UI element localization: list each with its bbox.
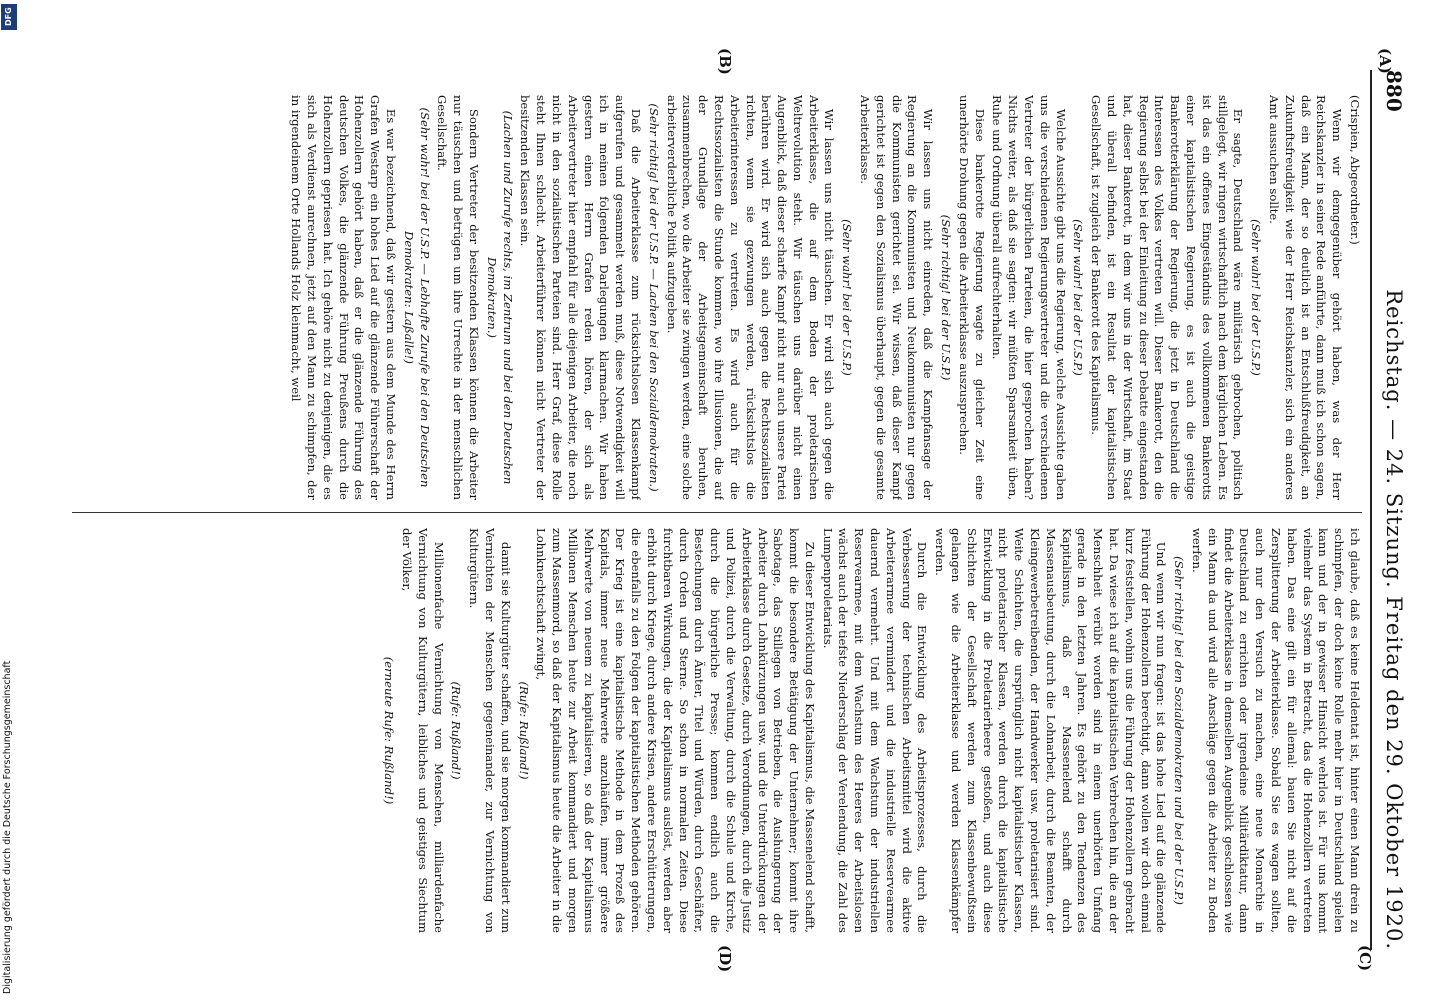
- paragraph: Wir lassen uns nicht täuschen. Er wird sich auch gegen die Arbeiterklasse, die auf dem Boden der proletarischen Weltrevolution steht. Wir täuschen uns darüber nicht einen Augenblick, daß dieser scharfe Kampf nicht nur auch unsere Partei berühren wird. Er wird sich auch gegen die Rechtssozialisten richten, wenn sie gezwungen werden, rücksichtslos die Arbeiterinteressen zu vertreten. Es wird auch für die Rechtssozialisten die Stunde kommen, wo ihre Illusionen, die auf der Grundlage der Arbeitsgemeinschaft beruhen, zusammenbrechen, wo die Arbeiter sie zwingen werden, eine solche arbeiterverderbliche Politik aufzugeben.: [664, 95, 837, 500]
- interjection: (Sehr richtig! bei der U.S.P.): [939, 214, 954, 381]
- interjection: (Sehr wahr! bei der U.S.P.): [840, 219, 855, 376]
- paragraph: Welche Aussichte gibt uns die Regierung, welche Aussichte gaben uns die verschiedenen Regierungsvertreter und die verschiedenen Vertreter der bürgerlichen Parteien, die hier gesprochen haben? Nichts weiter, als daß sie sagten: wir müßten Sparsamkeit üben, Ruhe und Ordnung überall aufrechterhalten.: [990, 95, 1068, 500]
- paragraph: Millionenfache Vernichtung von Menschen, milliardenfache Vernichtung von Kulturgütern, leibliches und geistiges Siechtum der Völker,: [399, 528, 446, 933]
- margin-marker-b: (B): [716, 48, 734, 75]
- paragraph: Und wenn wir nun fragen: ist das hohe Lied auf die glänzende Führung der Hohenzollern berechtigt, dann wollen wir doch einmal kurz feststellen, wohin uns die Führung der Hohenzollern gebracht hat. Da wiese ich auf die kapitalistischen Verbrechen hin, die an der Menschheit verübt worden sind in einem unerhörten Umfang gerade in den letzten Jahren. Es gehört zu den Tendenzen des Kapitalismus, daß er Massenelend schafft durch Massenausbeutung, durch die Lohnarbeit, durch die Beamten, der Kleingewerbetreibenden, der Handwerker usw. proletarisiert sind. Weite Schichten, die ursprünglich nicht kapitalistischer Klassen, nicht proletarischer Klassen, werden durch die kapitalistische Entwicklung in die Proletarierheere gestoßen, und auch diese Schichten der Gesellschaft werden zum Klassenbewußtsein gelangen wie die Arbeiterklasse und werden Klassenkämpfer werden.: [933, 528, 1169, 933]
- paragraph: Er sagte, Deutschland wäre militärisch gebrochen, politisch stillgelegt, wir ringen wirtschaftlich nach dem kärglichen Leben. Es ist das ein offenes Eingeständnis des vollkommenen Bankerotts einer kapitalistischen Regierung, es ist auch die geistige Bankerotterklärung der Regierung, die jetzt in Deutschland die Interessen des Volkes vertreten will. Dieser Bankerott, den die Regierung selbst bei der Einleitung zu dieser Debatte eingestanden hat, dieser Bankerott, in dem wir uns in der Wirtschaft, im Staat und überall befinden, ist ein Resultat der kapitalistischen Gesellschaft, ist zugleich der Bankerott des Kapitalismus.: [1089, 95, 1246, 500]
- right-column: [72, 528, 1362, 933]
- interjection: (erneute Rufe: Rußland!): [382, 656, 397, 805]
- interjection: (Sehr wahr! bei der U.S.P.): [1249, 219, 1264, 376]
- interjection: (Sehr wahr! bei der U.S.P.): [1071, 219, 1086, 376]
- interjection: (Sehr richtig! bei der U.S.P. — Lachen bei den Sozialdemokraten.): [646, 103, 661, 492]
- left-column: [72, 95, 1362, 500]
- paragraph: Wenn wir demgegenüber gehört haben, was der Herr Reichskanzler in seiner Rede anführte, dann muß ich schon sagen, daß ein Mann, der so deutlich ist an Entschlußfreudigkeit, an Zukunftsfreudigkeit wie der Herr Reichskanzler, sich ein anderes Amt aussuchen sollte.: [1267, 95, 1345, 500]
- interjection: (Sehr wahr! bei der U.S.P. — Lebhafte Zurufe bei den Deutschen Demokraten: Laßalle!): [401, 107, 432, 488]
- margin-marker-a: (A): [1376, 48, 1394, 74]
- page-number: 880: [1382, 70, 1406, 112]
- paragraph: Diese bankerotte Regierung wagte zu gleicher Zeit eine unerhörte Drohung gegen die Arbeiterklasse auszusprechen.: [956, 95, 987, 500]
- paragraph: Es war bezeichnend, daß wir gestern aus dem Munde des Herrn Grafen Westarp ein hohes Lied auf die glänzende Führerschaft der Hohenzollern gehört haben, daß er die glänzende Führung des deutschen Volkes, die glänzende Führung Preußens durch die Hohenzollern gepriesen hat. Ich gehöre nicht zu denjenigen, die es sich als Verdienst anrechnen, jetzt auf den Mann zu schimpfen, der in irgendeinem Orte Hollands Holz kleinmacht, weil: [289, 95, 398, 500]
- interjection: (Rufe: Rußland!): [516, 681, 531, 780]
- paragraph: Durch die Entwicklung des Arbeitsprozesses, durch die Verbesserung der technischen Arbeitsmittel wird die aktive Arbeiterarmee vermindert und die industrielle Reservearmee dauernd vermehrt. Und mit dem Wachstum der industriellen Reservearmee, mit dem Wachstum des Heeres der Arbeitslosen wächst auch der tiefste Niederschlag der Verelendung, die Zahl des Lumpenproletariats.: [820, 528, 930, 933]
- paragraph: Sondern Vertreter der besitzenden Klassen können die Arbeiter nur täuschen und betrügen um ihre Urrechte in der menschlichen Gesellschaft.: [435, 95, 481, 500]
- interjection: (Lachen und Zurufe rechts, im Zentrum und bei den Deutschen Demokraten.): [484, 110, 515, 485]
- interjection: (Rufe: Rußland!): [449, 681, 464, 780]
- scan-credit-strip: [0, 0, 18, 1000]
- paragraph: Wir lassen uns nicht einreden, daß die Kampfansage der Regierung an die Kommunisten und Neukommunisten nur gegen die Kommunisten gerichtet sei. Wir wissen, daß dieser Kampf gerichtet ist gegen den Sozialismus überhaupt, gegen die gesamte Arbeiterklasse.: [858, 95, 936, 500]
- running-title: Reichstag. — 24. Sitzung. Freitag den 29. Oktober 1920.: [1382, 289, 1406, 950]
- page-header: [1370, 70, 1416, 950]
- digitization-credit: Digitalisierung gefördert durch die Deutsche Forschungsgemeinschaft: [2, 660, 13, 994]
- margin-marker-c: (C): [1356, 945, 1374, 972]
- paragraph: (Crispien, Abgeordneter.): [1348, 95, 1362, 245]
- dfg-logo: DFG: [1, 4, 17, 30]
- paragraph: damit sie Kulturgüter schaffen, und sie morgen kommandiert zum Vernichten der Menschen gegeneinander, zur Vernichtung von Kulturgütern.: [467, 528, 513, 933]
- column-divider: [72, 512, 1362, 513]
- interjection: (Sehr richtig! bei den Sozialdemokraten und bei der U.S.P.): [1172, 556, 1187, 905]
- margin-marker-d: (D): [716, 945, 734, 973]
- paragraph: Zu dieser Entwicklung des Kapitalismus, die Massenelend schafft, kommt die besondere Betätigung der Unternehmer; kommt ihre Sabotage, das Stillegen von Betrieben, die Aushungerung der Arbeiter durch Lohnkürzungen usw. und die Unterdrückungen der Arbeiterklasse durch Gesetze, durch Verordnungen, durch die Justiz und Polizei, durch die Verwaltung, durch die Schule und Kirche, durch die bürgerliche Presse; kommen endlich auch die Bestechungen durch Ämter, Titel und Würden, durch Geschäfter, durch Orden und Sterne. So schon in normalen Zeiten. Diese furchtbaren Wirkungen, die der Kapitalismus auslöst, werden aber erhöht durch Kriege, durch andere Krisen, andere Erschütterungen, die ebenfalls zu den Folgen der kapitalistischen Methoden gehören. Der Krieg ist eine kapitalistische Methode in dem Prozeß des Kapitals, immer neue Mehrwerte anzuhäufen, immer größere Mehrwerte von neuem zu kapitalisieren, so daß der Kapitalismus Millionen Menschen heute zur Arbeit kommandiert und morgen zum Massenmord, so daß der Kapitalismus heute die Arbeiter in die Lohnknechtschaft zwingt,: [534, 528, 817, 933]
- paragraph: ich glaube, daß es keine Heldentat ist, hinter einen Mann drein zu schimpfen, der doch keine Rolle mehr hier in Deutschland spielen kann und der in gewisser Hinsicht wehrlos ist. Für uns kommt vielmehr das System in Betracht, das die Hohenzollern vertreten haben. Das eine gilt ein für allemal: bauen Sie nicht auf die Zersplitterung der Arbeiterklasse. Sobald Sie es wagen sollten, auch nur den Versuch zu machen, eine neue Monarchie in Deutschland zu errichten oder irgendeine Militärdiktatur, dann findet die Arbeiterklasse in demselben Augenblick geschlossen wie ein Mann da und wird alle Anschläge gegen die Arbeiter zu Boden werfen.: [1190, 528, 1362, 933]
- paragraph: Daß die Arbeiterklasse zum rücksichtslosen Klassenkampf aufgerufen und gesammelt werden muß, diese Notwendigkeit will ich in meinen folgenden Darlegungen klarmachen. Wir haben gestern einen Herrn Grafen reden hören, der sich als Arbeitervertreter hier empfahl für alle diejenigen Arbeiter, die noch nicht in den sozialistischen Parteien sind. Herr Graf, diese Rolle steht Ihnen schlecht. Arbeiterführer können nicht Vertreter der besitzenden Klassen sein.: [518, 95, 643, 500]
